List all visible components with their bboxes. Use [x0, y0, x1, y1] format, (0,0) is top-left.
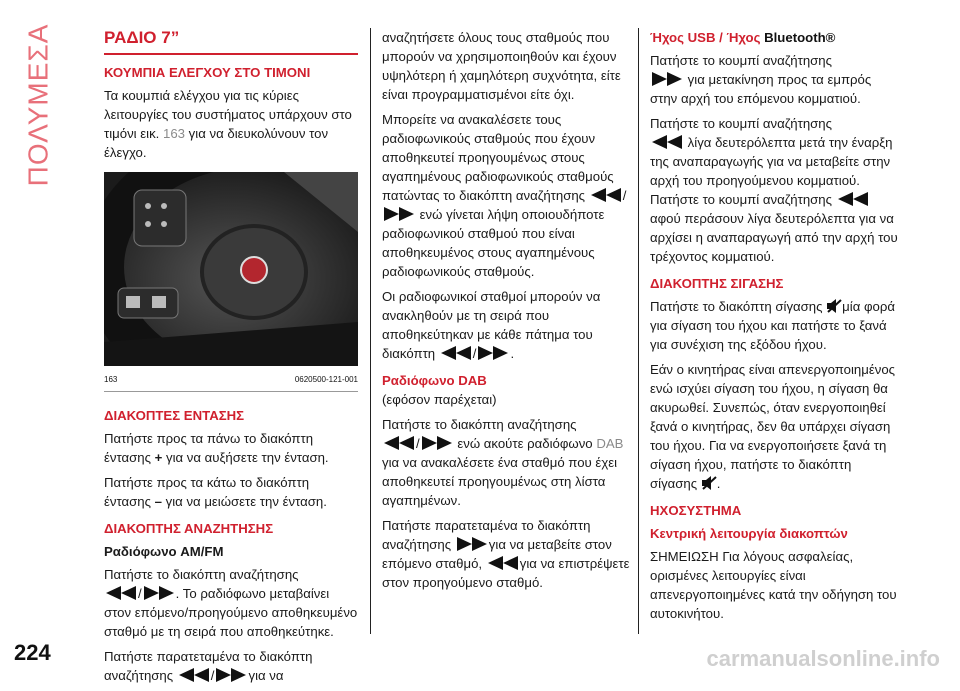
heading-volume: ΔΙΑΚΟΠΤΕΣ ΕΝΤΑΣΗΣ [104, 408, 245, 423]
paragraph: Εάν ο κινητήρας είναι απενεργοποιημένος ενώ ισχύει σίγαση του ήχου, η σίγαση θα ακυρωθεί. Συνεπώς, όταν ενεργοποιηθεί ξανά ο κινητήρας, δεν θα υπάρχει σίγαση του ήχου. Για να ενεργοποιήσετε ξανά τη σίγαση ήχου, πατήστε το διακόπτη σίγασης . [650, 362, 896, 491]
seek-forward-icon [476, 346, 510, 360]
seek-forward-icon [650, 72, 684, 86]
column-3 [650, 28, 900, 629]
seek-forward-icon [420, 436, 454, 450]
paragraph: Πατήστε το διακόπτη σίγασης μία φορά για σίγαση του ήχου και πατήστε το ξανά για συνέχιση της εξόδου ήχου. [650, 299, 895, 352]
watermark: carmanualsonline.info [706, 646, 940, 671]
heading-mute: ΔΙΑΚΟΠΤΗΣ ΣΙΓΑΣΗΣ [650, 276, 784, 291]
subheading-am-fm: Ραδιόφωνο AM/FM [104, 544, 224, 559]
seek-back-icon [177, 668, 211, 682]
seek-forward-icon [214, 668, 248, 682]
paragraph: Πατήστε το διακόπτη αναζήτησης / . Το ραδιόφωνο μεταβαίνει στον επόμενο/προηγούμενο αποθηκευμένο σταθμό με τη σειρά που αποθηκεύτηκε. [104, 567, 358, 639]
paragraph: Πατήστε παρατεταμένα το διακόπτη αναζήτησης / για να [104, 649, 313, 683]
paragraph: Πατήστε το κουμπί αναζήτησης λίγα δευτερόλεπτα μετά την έναρξη της αναπαραγωγής για να μεταβείτε στην αρχή του προηγούμενου κομματιού. Πατήστε το κουμπί αναζήτησης αφού περάσουν λίγα δευτερόλεπτα για να αρχίσει η αναπαραγωγή από την αρχή του τρέχοντος κομματιού. [650, 116, 898, 264]
heading-search: ΔΙΑΚΟΠΤΗΣ ΑΝΑΖΗΤΗΣΗΣ [104, 521, 274, 536]
seek-forward-icon [142, 586, 176, 600]
paragraph: Πατήστε παρατεταμένα το διακόπτη αναζήτησης για να μεταβείτε στον επόμενο σταθμό, για να επιστρέψετε στον προηγούμενο σταθμό. [382, 518, 630, 590]
page-title: ΡΑΔΙΟ 7” [104, 28, 358, 55]
mute-icon [826, 299, 842, 313]
figure-caption: 163 0620500-121-001 [104, 370, 358, 392]
heading-dab: Ραδιόφωνο DAB [382, 373, 487, 388]
seek-back-icon [439, 346, 473, 360]
seek-back-icon [589, 188, 623, 202]
seek-forward-icon [382, 207, 416, 221]
seek-back-icon [104, 586, 138, 600]
page-number: 224 [14, 640, 51, 665]
paragraph: Μπορείτε να ανακαλέσετε τους ραδιοφωνικούς σταθμούς που έχουν αποθηκευτεί προηγουμένως στους αγαπημένους ραδιοφωνικούς σταθμούς πατώντας το διακόπτη αναζήτησης / ενώ γίνεται λήψη οποιουδήποτε ραδιοφωνικού σταθμού που είναι αποθηκευμένος στους αγαπημένους ραδιοφωνικούς σταθμούς. [382, 112, 627, 279]
paragraph: αναζητήσετε όλους τους σταθμούς που μπορούν να χρησιμοποιηθούν και έχουν υψηλότερη ή χαμηλότερη συχνότητα, είτε είναι προγραμματισμένοι είτε όχι. [382, 30, 621, 102]
seek-back-icon [836, 192, 870, 206]
seek-forward-icon [455, 537, 489, 551]
dab-note: (εφόσον παρέχεται) [382, 392, 497, 407]
seek-back-icon [650, 135, 684, 149]
paragraph: Πατήστε το κουμπί αναζήτησης για μετακίνηση προς τα εμπρός στην αρχή του επόμενου κομματιού. [650, 53, 872, 106]
seek-back-icon [382, 436, 416, 450]
mute-icon [701, 476, 717, 490]
steering-wheel-image [104, 172, 358, 366]
heading-steering-controls: ΚΟΥΜΠΙΑ ΕΛΕΓΧΟΥ ΣΤΟ ΤΙΜΟΝΙ [104, 65, 311, 80]
section-sidebar-title: ΠΟΛΥΜΕΣΑ [22, 23, 53, 187]
paragraph: Πατήστε προς τα πάνω το διακόπτη έντασης + για να αυξήσετε την ένταση. [104, 431, 329, 465]
paragraph: Πατήστε το διακόπτη αναζήτησης / ενώ ακούτε ραδιόφωνο DAB για να ανακαλέσετε ένα σταθμό που έχει αποθηκευτεί προηγουμένως στη λίστα αγαπημένων. [382, 417, 624, 508]
heading-central-function: Κεντρική λειτουργία διακοπτών [650, 526, 848, 541]
heading-audio-system: ΗΧΟΣΥΣΤΗΜΑ [650, 503, 742, 518]
column-1 [104, 28, 358, 691]
paragraph-note: ΣΗΜΕΙΩΣΗ Για λόγους ασφαλείας, ορισμένες λειτουργίες είναι απενεργοποιημένες κατά την οδήγηση του αυτοκινήτου. [650, 549, 897, 621]
seek-back-icon [486, 556, 520, 570]
paragraph: Τα κουμπιά ελέγχου για τις κύριες λειτουργίες του συστήματος υπάρχουν στο τιμόνι εικ. 163 για να διευκολύνουν τον έλεγχο. [104, 88, 352, 160]
column-2 [382, 28, 630, 598]
column-divider [370, 28, 371, 634]
heading-usb-bluetooth: Ήχος USB / Ήχος Bluetooth® [650, 30, 836, 45]
column-divider [638, 28, 639, 634]
paragraph: Οι ραδιοφωνικοί σταθμοί μπορούν να ανακληθούν με τη σειρά που αποθηκεύτηκαν με κάθε πάτημα του διακόπτη / . [382, 289, 601, 361]
paragraph: Πατήστε προς τα κάτω το διακόπτη έντασης – για να μειώσετε την ένταση. [104, 475, 327, 509]
